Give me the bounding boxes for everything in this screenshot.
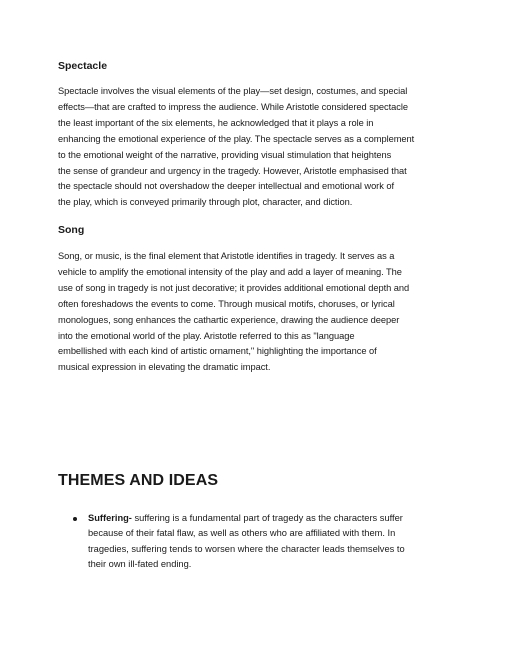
song-paragraph: [58, 249, 453, 376]
spectacle-line: the sense of grandeur and urgency in the tragedy. However, Aristotle emphasised that: [58, 165, 407, 176]
list-item: [58, 511, 458, 573]
bullet-term: Suffering-: [88, 513, 132, 523]
song-line: into the emotional world of the play. Aristotle referred to this as "language: [58, 330, 355, 341]
song-line: use of song in tragedy is not just decorative; it provides additional emotional depth and: [58, 282, 410, 293]
spectacle-heading: Spectacle: [58, 60, 108, 72]
spectacle-line: the least important of the six elements, he acknowledged that it plays a role in: [58, 117, 374, 128]
bullet-line: because of their fatal flaw, as well as others who are affiliated with them. In: [88, 528, 396, 539]
themes-section-title: THEMES AND IDEAS: [58, 472, 219, 489]
spectacle-line: the play, which is conveyed primarily through plot, character, and diction.: [58, 197, 353, 208]
bullet-icon: [73, 517, 77, 521]
bullet-line: tragedies, suffering tends to worsen where the character leads themselves to: [88, 543, 405, 554]
song-line: musical expression in elevating the dramatic impact.: [58, 362, 271, 373]
song-line: vehicle to amplify the emotional intensity of the play and add a layer of meaning. The: [58, 266, 402, 277]
spectacle-line: the spectacle should not overshadow the deeper intellectual and emotional work of: [58, 181, 395, 192]
spectacle-line: effects—that are crafted to impress the audience. While Aristotle considered spectacle: [58, 101, 409, 112]
song-heading: Song: [58, 224, 85, 236]
spectacle-line: to the emotional weight of the narrative, providing visual stimulation that heightens: [58, 149, 392, 160]
spectacle-paragraph: [58, 84, 453, 211]
spectacle-line: Spectacle involves the visual elements of the play—set design, costumes, and special: [58, 86, 408, 96]
bullet-line: their own ill-fated ending.: [88, 559, 192, 570]
song-line: Song, or music, is the final element that Aristotle identifies in tragedy. It serves as a: [58, 251, 395, 261]
themes-bullet-list: [58, 511, 458, 573]
bullet-first-line-text: suffering is a fundamental part of tragedy as the characters suffer: [131, 513, 403, 523]
spectacle-line: enhancing the emotional experience of the play. The spectacle serves as a complement: [58, 133, 415, 144]
song-line: monologues, song enhances the cathartic experience, drawing the audience deeper: [58, 314, 400, 325]
song-line: often foreshadows the events to come. Through musical motifs, choruses, or lyrical: [58, 298, 395, 309]
bullet-first-line: [88, 511, 458, 526]
song-line: embellished with each kind of artistic ornament," highlighting the importance of: [58, 346, 377, 357]
